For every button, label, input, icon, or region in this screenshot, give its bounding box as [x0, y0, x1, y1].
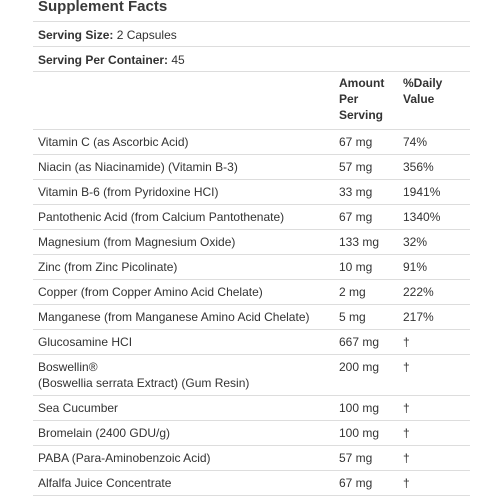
nutrient-daily-value: 222% — [403, 285, 434, 299]
nutrient-amount: 67 mg — [339, 210, 373, 224]
amount-per-serving-header: Amount Per Serving — [339, 76, 385, 122]
serving-size-value: 2 Capsules — [116, 28, 177, 42]
nutrient-name: Niacin (as Niacinamide) (Vitamin B-3) — [38, 160, 238, 174]
nutrient-daily-value: 1340% — [403, 210, 441, 224]
nutrient-name: Sea Cucumber — [38, 401, 119, 415]
nutrient-daily-value: 356% — [403, 160, 434, 174]
nutrient-row — [33, 471, 470, 496]
nutrient-row — [33, 330, 470, 355]
nutrient-name: Manganese (from Manganese Amino Acid Chelate) — [38, 310, 310, 324]
nutrient-row — [33, 446, 470, 471]
nutrient-amount: 2 mg — [339, 285, 366, 299]
serving-size-row — [33, 22, 470, 47]
nutrient-row — [33, 421, 470, 446]
nutrient-daily-value: 74% — [403, 135, 428, 149]
daily-value-header: %Daily Value — [403, 76, 443, 106]
nutrient-name: PABA (Para-Aminobenzoic Acid) — [38, 451, 211, 465]
nutrient-name: Zinc (from Zinc Picolinate) — [38, 260, 178, 274]
nutrient-name: Alfalfa Juice Concentrate — [38, 476, 172, 490]
nutrient-row — [33, 180, 470, 205]
nutrient-name: Glucosamine HCI — [38, 335, 133, 349]
nutrient-amount: 133 mg — [339, 235, 380, 249]
nutrient-name: Boswellin® (Boswellia serrata Extract) (Gum Resin) — [38, 360, 250, 390]
nutrient-rows — [33, 130, 470, 496]
nutrient-name: Pantothenic Acid (from Calcium Pantothenate) — [38, 210, 285, 224]
nutrient-amount: 10 mg — [339, 260, 373, 274]
supplement-facts-table — [33, 21, 470, 496]
supplement-facts-title: Supplement Facts — [38, 0, 168, 15]
servings-per-container-value: 45 — [171, 53, 185, 67]
servings-per-container-row — [33, 47, 470, 72]
nutrient-row — [33, 130, 470, 155]
nutrient-daily-value: † — [403, 426, 410, 440]
nutrient-name: Vitamin C (as Ascorbic Acid) — [38, 135, 189, 149]
nutrient-row — [33, 255, 470, 280]
nutrient-daily-value: 91% — [403, 260, 428, 274]
nutrient-amount: 5 mg — [339, 310, 366, 324]
nutrient-row — [33, 355, 470, 396]
nutrient-amount: 67 mg — [339, 476, 373, 490]
nutrient-daily-value: † — [403, 360, 410, 374]
nutrient-row — [33, 280, 470, 305]
nutrient-amount: 100 mg — [339, 426, 380, 440]
nutrient-amount: 57 mg — [339, 451, 373, 465]
nutrient-amount: 57 mg — [339, 160, 373, 174]
nutrient-row — [33, 396, 470, 421]
nutrient-daily-value: † — [403, 401, 410, 415]
nutrient-daily-value: † — [403, 451, 410, 465]
nutrient-daily-value: † — [403, 335, 410, 349]
nutrient-daily-value: 1941% — [403, 185, 441, 199]
nutrient-row — [33, 230, 470, 255]
nutrient-amount: 100 mg — [339, 401, 380, 415]
nutrient-row — [33, 205, 470, 230]
nutrient-amount: 667 mg — [339, 335, 380, 349]
nutrient-row — [33, 155, 470, 180]
nutrient-amount: 67 mg — [339, 135, 373, 149]
nutrient-amount: 33 mg — [339, 185, 373, 199]
nutrient-daily-value: 32% — [403, 235, 428, 249]
nutrient-name: Vitamin B-6 (from Pyridoxine HCI) — [38, 185, 219, 199]
servings-per-container-label: Serving Per Container: — [38, 53, 169, 67]
nutrient-name: Magnesium (from Magnesium Oxide) — [38, 235, 236, 249]
column-header-row — [33, 72, 470, 130]
nutrient-daily-value: † — [403, 476, 410, 490]
nutrient-name: Copper (from Copper Amino Acid Chelate) — [38, 285, 263, 299]
nutrient-amount: 200 mg — [339, 360, 380, 374]
nutrient-daily-value: 217% — [403, 310, 434, 324]
serving-size-label: Serving Size: — [38, 28, 114, 42]
nutrient-row — [33, 305, 470, 330]
nutrient-name: Bromelain (2400 GDU/g) — [38, 426, 171, 440]
